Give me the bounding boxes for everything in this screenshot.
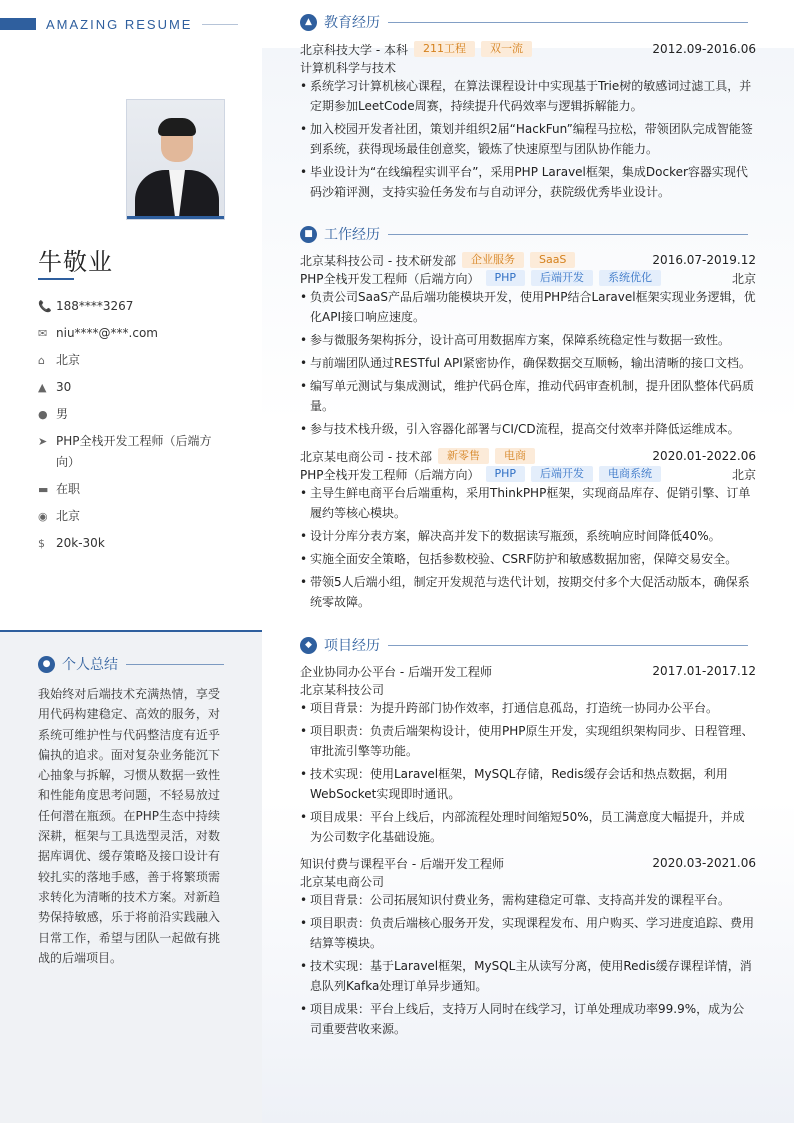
brand-text: AMAZING RESUME	[46, 16, 193, 32]
work-section-header	[300, 224, 756, 244]
work-title: 工作经历	[324, 227, 380, 243]
brand-header	[0, 16, 238, 32]
brand-bar	[0, 18, 36, 30]
project-date: 2020.03-2021.06	[652, 856, 756, 870]
photo-accent-bar	[127, 216, 224, 219]
job-intent-icon: ➤	[38, 435, 48, 448]
skill-tag: 电商系统	[599, 466, 661, 482]
age-icon: ▲	[38, 381, 47, 394]
info-item	[38, 533, 228, 554]
education-date: 2012.09-2016.06	[652, 42, 756, 56]
school-tag: 211工程	[414, 41, 475, 57]
info-text: PHP全栈开发工程师（后端方向）	[56, 434, 212, 469]
list-item: • 编写单元测试与集成测试，维护代码仓库，推动代码审查机制，提升团队整体代码质量。	[300, 376, 756, 416]
list-item: • 项目职责：负责后端核心服务开发，实现课程发布、用户购买、学习进度追踪、费用结算等模块。	[300, 913, 756, 953]
info-item	[38, 350, 228, 371]
industry-tag: 电商	[495, 448, 535, 464]
list-item: • 技术实现：基于Laravel框架，MySQL主从读写分离，使用Redis缓存课程详情，消息队列Kafka处理订单异步通知。	[300, 956, 756, 996]
section-divider	[388, 234, 748, 235]
education-entry-head	[300, 40, 756, 58]
graduation-cap-icon: ▲	[300, 14, 317, 31]
home-icon: ⌂	[38, 354, 45, 367]
list-item: • 带领5人后端小组，制定开发规范与迭代计划，按期交付多个大促活动版本，确保系统零故障。	[300, 572, 756, 612]
section-divider	[388, 645, 748, 646]
info-text: 北京	[56, 509, 81, 523]
info-text: 188****3267	[56, 299, 134, 313]
info-text: niu****@***.com	[56, 326, 158, 340]
job-position-row	[300, 269, 756, 287]
list-item: • 项目成果：平台上线后，支持万人同时在线学习，订单处理成功率99.9%，成为公司重要营收来源。	[300, 999, 756, 1039]
section-divider	[388, 22, 748, 23]
job-bullets	[300, 483, 756, 615]
projects-section-header	[300, 635, 756, 655]
list-item: • 技术实现：使用Laravel框架，MySQL存储，Redis缓存会话和热点数据，利用WebSocket实现即时通讯。	[300, 764, 756, 804]
skill-tag: 后端开发	[531, 466, 593, 482]
project-bullets	[300, 890, 756, 1042]
education-bullets	[300, 76, 756, 205]
list-item: • 系统学习计算机核心课程，在算法课程设计中实现基于Trie树的敏感词过滤工具，并定期参加LeetCode周赛，持续提升代码效率与逻辑拆解能力。	[300, 76, 756, 116]
phone-icon: 📞	[38, 300, 52, 313]
school-name: 北京科技大学 - 本科	[300, 42, 408, 57]
list-item: • 项目背景：为提升跨部门协作效率，打通信息孤岛，打造统一协同办公平台。	[300, 698, 756, 718]
job-position: PHP全栈开发工程师（后端方向）	[300, 467, 480, 482]
list-item: • 项目成果：平台上线后，内部流程处理时间缩短50%，员工满意度大幅提升，并成为公司数字化基础设施。	[300, 807, 756, 847]
education-section-header	[300, 12, 756, 32]
skill-tag: 系统优化	[599, 270, 661, 286]
projects-title: 项目经历	[324, 638, 380, 654]
status-icon: ▬	[38, 483, 49, 496]
section-divider	[126, 664, 224, 665]
skill-tag: 后端开发	[531, 270, 593, 286]
education-major-row	[300, 58, 756, 76]
job-date: 2020.01-2022.06	[652, 449, 756, 463]
info-item	[38, 506, 228, 527]
job-position: PHP全栈开发工程师（后端方向）	[300, 271, 480, 286]
info-item	[38, 377, 228, 398]
project-entry-head	[300, 854, 756, 872]
brand-line	[202, 24, 238, 25]
job-entry-head	[300, 251, 756, 269]
list-item: • 加入校园开发者社团，策划并组织2届“HackFun”编程马拉松，带领团队完成智能签到系统，获得现场最佳创意奖，锻炼了快速原型与团队协作能力。	[300, 119, 756, 159]
project-org-row	[300, 872, 756, 890]
list-item: • 毕业设计为“在线编程实训平台”，采用PHP Laravel框架，集成Docker容器实现代码沙箱评测，支持实验任务发布与自动评分，获院级优秀毕业设计。	[300, 162, 756, 202]
list-item: • 与前端团队通过RESTful API紧密协作，确保数据交互顺畅，输出清晰的接口文档。	[300, 353, 756, 373]
info-item	[38, 296, 228, 317]
project-org: 北京某科技公司	[300, 682, 385, 697]
info-item	[38, 404, 228, 425]
summary-text: 我始终对后端技术充满热情，享受用代码构建稳定、高效的服务，对系统可维护性与代码整洁度有近乎偏执的追求。面对复杂业务能沉下心抽象与拆解，习惯从数据一致性和性能角度思考问题，不轻易放过任何潜在瓶颈。在PHP生态中持续深耕，框架与工具选型灵活，对数据库调优、缓存策略及接口设计有较扎实的落地手感，善于将繁琐需求转化为清晰的技术方案。对新趋势保持敏感，乐于将前沿实践融入日常工作，希望与团队一起做有挑战的后端项目。	[38, 687, 220, 965]
email-icon: ✉	[38, 327, 48, 340]
project-date: 2017.01-2017.12	[652, 664, 756, 678]
company-name: 北京某电商公司 - 技术部	[300, 449, 432, 464]
school-tag: 双一流	[481, 41, 532, 57]
left-column	[0, 0, 262, 1123]
job-location: 北京	[731, 271, 756, 286]
industry-tag: 新零售	[438, 448, 489, 464]
summary-section-header	[38, 654, 224, 674]
project-name: 知识付费与课程平台 - 后端开发工程师	[300, 856, 504, 871]
list-item: • 参与技术栈升级，引入容器化部署与CI/CD流程，提高交付效率并降低运维成本。	[300, 419, 756, 439]
project-name: 企业协同办公平台 - 后端开发工程师	[300, 664, 492, 679]
location-pin-icon: ◉	[38, 510, 48, 523]
project-bullets	[300, 698, 756, 850]
job-entry-head	[300, 447, 756, 465]
info-item	[38, 479, 228, 500]
photo-hair	[158, 118, 196, 136]
briefcase-icon: ■	[300, 226, 317, 243]
info-item	[38, 431, 228, 473]
info-text: 在职	[56, 482, 81, 496]
industry-tag: SaaS	[530, 252, 575, 268]
skill-tag: PHP	[486, 270, 526, 286]
company-name: 北京某科技公司 - 技术研发部	[300, 253, 456, 268]
list-item: • 主导生鲜电商平台后端重构，采用ThinkPHP框架，实现商品库存、促销引擎、订单履约等核心模块。	[300, 483, 756, 523]
info-text: 30	[56, 380, 72, 394]
project-org: 北京某电商公司	[300, 874, 385, 889]
info-text: 男	[56, 407, 69, 421]
list-item: • 实施全面安全策略，包括参数校验、CSRF防护和敏感数据加密，保障交易安全。	[300, 549, 756, 569]
profile-photo	[126, 99, 225, 220]
list-item: • 项目职责：负责后端架构设计，使用PHP原生开发，实现组织架构同步、日程管理、审批流引擎等功能。	[300, 721, 756, 761]
list-item: • 设计分库分表方案，解决高并发下的数据读写瓶颈，系统响应时间降低40%。	[300, 526, 756, 546]
profile-name: 牛敬业	[38, 248, 113, 276]
industry-tag: 企业服务	[462, 252, 524, 268]
gender-icon: ●	[38, 408, 48, 421]
list-item: • 项目背景：公司拓展知识付费业务，需构建稳定可靠、支持高并发的课程平台。	[300, 890, 756, 910]
skill-tag: PHP	[486, 466, 526, 482]
contact-info-list	[38, 296, 228, 560]
info-text: 北京	[56, 353, 81, 367]
project-entry-head	[300, 662, 756, 680]
list-item: • 参与微服务架构拆分，设计高可用数据库方案，保障系统稳定性与数据一致性。	[300, 330, 756, 350]
job-location: 北京	[731, 467, 756, 482]
list-item: • 负责公司SaaS产品后端功能模块开发，使用PHP结合Laravel框架实现业务逻辑，优化API接口响应速度。	[300, 287, 756, 327]
job-bullets	[300, 287, 756, 442]
info-item	[38, 323, 228, 344]
name-underline	[38, 278, 74, 280]
project-org-row	[300, 680, 756, 698]
major: 计算机科学与技术	[300, 60, 397, 75]
summary-title: 个人总结	[62, 657, 118, 673]
user-icon: ●	[38, 656, 55, 673]
info-text: 20k-30k	[56, 536, 105, 550]
education-title: 教育经历	[324, 15, 380, 31]
job-date: 2016.07-2019.12	[652, 253, 756, 267]
grid-icon: ◆	[300, 637, 317, 654]
job-position-row	[300, 465, 756, 483]
salary-icon: $	[38, 537, 45, 550]
